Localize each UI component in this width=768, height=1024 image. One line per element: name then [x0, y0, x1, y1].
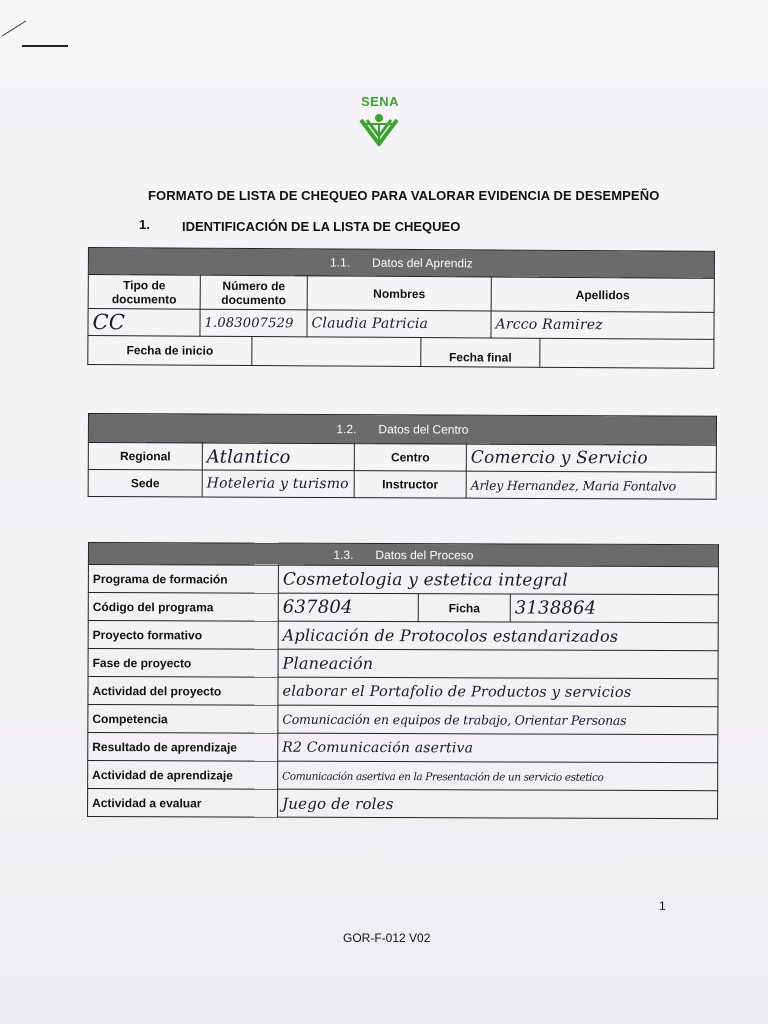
centro-label: Centro — [354, 444, 466, 471]
pen-underline-mark — [22, 45, 68, 47]
numero-documento-field[interactable] — [200, 309, 307, 337]
apellidos-value: Arcco Ramirez — [495, 316, 603, 334]
programa-field[interactable] — [278, 565, 718, 595]
tipo-documento-field[interactable] — [88, 309, 200, 337]
actividad-evaluar-value: Juego de roles — [282, 794, 394, 813]
aprendiz-table — [87, 247, 715, 369]
aprendiz-header-number: 1.1. — [329, 255, 351, 270]
centro-header-number: 1.2. — [336, 422, 357, 437]
centro-header-title: Datos del Centro — [378, 422, 469, 437]
fecha-final-field[interactable] — [540, 339, 714, 368]
codigo-value: 637804 — [282, 596, 353, 618]
regional-field[interactable] — [202, 443, 354, 471]
resultado-field[interactable] — [278, 733, 718, 763]
document-code: GOR-F-012 V02 — [343, 931, 431, 945]
fase-label: Fase de proyecto — [88, 649, 278, 678]
sede-field[interactable] — [202, 470, 354, 498]
logo-text: SENA — [360, 94, 400, 109]
proceso-header-number: 1.3. — [333, 547, 354, 562]
section-number: 1. — [139, 217, 150, 232]
ficha-field[interactable] — [510, 594, 718, 623]
col-numero-documento: Número de documento — [200, 275, 307, 310]
fecha-inicio-label: Fecha de inicio — [88, 336, 252, 365]
col-tipo-documento: Tipo de documento — [88, 275, 200, 310]
sena-logo-icon — [355, 94, 425, 154]
centro-value: Comercio y Servicio — [470, 447, 648, 469]
proceso-header — [88, 543, 718, 567]
centro-table — [88, 413, 717, 500]
actividad-aprendizaje-field[interactable] — [278, 761, 718, 791]
tipo-documento-value: CC — [92, 310, 126, 335]
competencia-value: Comunicación en equipos de trabajo, Orientar Personas — [282, 711, 627, 728]
instructor-field[interactable] — [466, 471, 716, 499]
codigo-field[interactable] — [278, 593, 418, 621]
fecha-inicio-field[interactable] — [252, 337, 421, 366]
proyecto-value: Aplicación de Protocolos estandarizados — [282, 625, 619, 646]
competencia-field[interactable] — [278, 705, 718, 735]
document-title: FORMATO DE LISTA DE CHEQUEO PARA VALORAR EVIDENCIA DE DESEMPEÑO — [148, 188, 660, 203]
aprendiz-header — [88, 248, 714, 279]
fase-value: Planeación — [282, 653, 374, 673]
centro-field[interactable] — [466, 444, 716, 472]
competencia-label: Competencia — [88, 705, 278, 734]
actividad-proyecto-field[interactable] — [278, 677, 718, 707]
sede-value: Hoteleria y turismo — [206, 475, 349, 493]
page-number: 1 — [659, 899, 666, 913]
programa-value: Cosmetologia y estetica integral — [282, 569, 568, 591]
col-nombres: Nombres — [307, 276, 491, 311]
sede-label: Sede — [88, 470, 202, 497]
actividad-aprendizaje-label: Actividad de aprendizaje — [88, 761, 278, 790]
codigo-label: Código del programa — [88, 593, 278, 622]
apellidos-field[interactable] — [491, 311, 714, 339]
instructor-label: Instructor — [354, 471, 466, 498]
actividad-aprendizaje-value: Comunicación asertiva en la Presentación de un servicio estetico — [282, 770, 604, 784]
col-apellidos: Apellidos — [491, 277, 714, 312]
fecha-final-label: Fecha final — [421, 338, 540, 367]
numero-documento-value: 1.083007529 — [204, 315, 294, 331]
actividad-proyecto-label: Actividad del proyecto — [88, 677, 278, 706]
section-title: IDENTIFICACIÓN DE LA LISTA DE CHEQUEO — [182, 219, 461, 234]
centro-header — [88, 414, 716, 446]
resultado-label: Resultado de aprendizaje — [88, 733, 278, 762]
resultado-value: R2 Comunicación asertiva — [282, 739, 474, 756]
aprendiz-header-title: Datos del Aprendiz — [372, 255, 473, 271]
proyecto-label: Proyecto formativo — [88, 621, 278, 650]
instructor-value: Arley Hernandez, Maria Fontalvo — [470, 477, 677, 494]
actividad-evaluar-label: Actividad a evaluar — [88, 789, 278, 818]
actividad-evaluar-field[interactable] — [278, 789, 718, 819]
nombres-value: Claudia Patricia — [311, 315, 429, 333]
actividad-proyecto-value: elaborar el Portafolio de Productos y servicios — [282, 683, 632, 701]
ficha-label: Ficha — [418, 594, 510, 622]
programa-label: Programa de formación — [88, 565, 278, 594]
fase-field[interactable] — [278, 649, 718, 679]
proyecto-field[interactable] — [278, 621, 718, 651]
ficha-value: 3138864 — [514, 597, 597, 619]
proceso-table — [87, 542, 719, 819]
regional-label: Regional — [88, 443, 202, 470]
regional-value: Atlantico — [206, 446, 291, 468]
nombres-field[interactable] — [307, 310, 491, 338]
proceso-header-title: Datos del Proceso — [375, 547, 474, 562]
